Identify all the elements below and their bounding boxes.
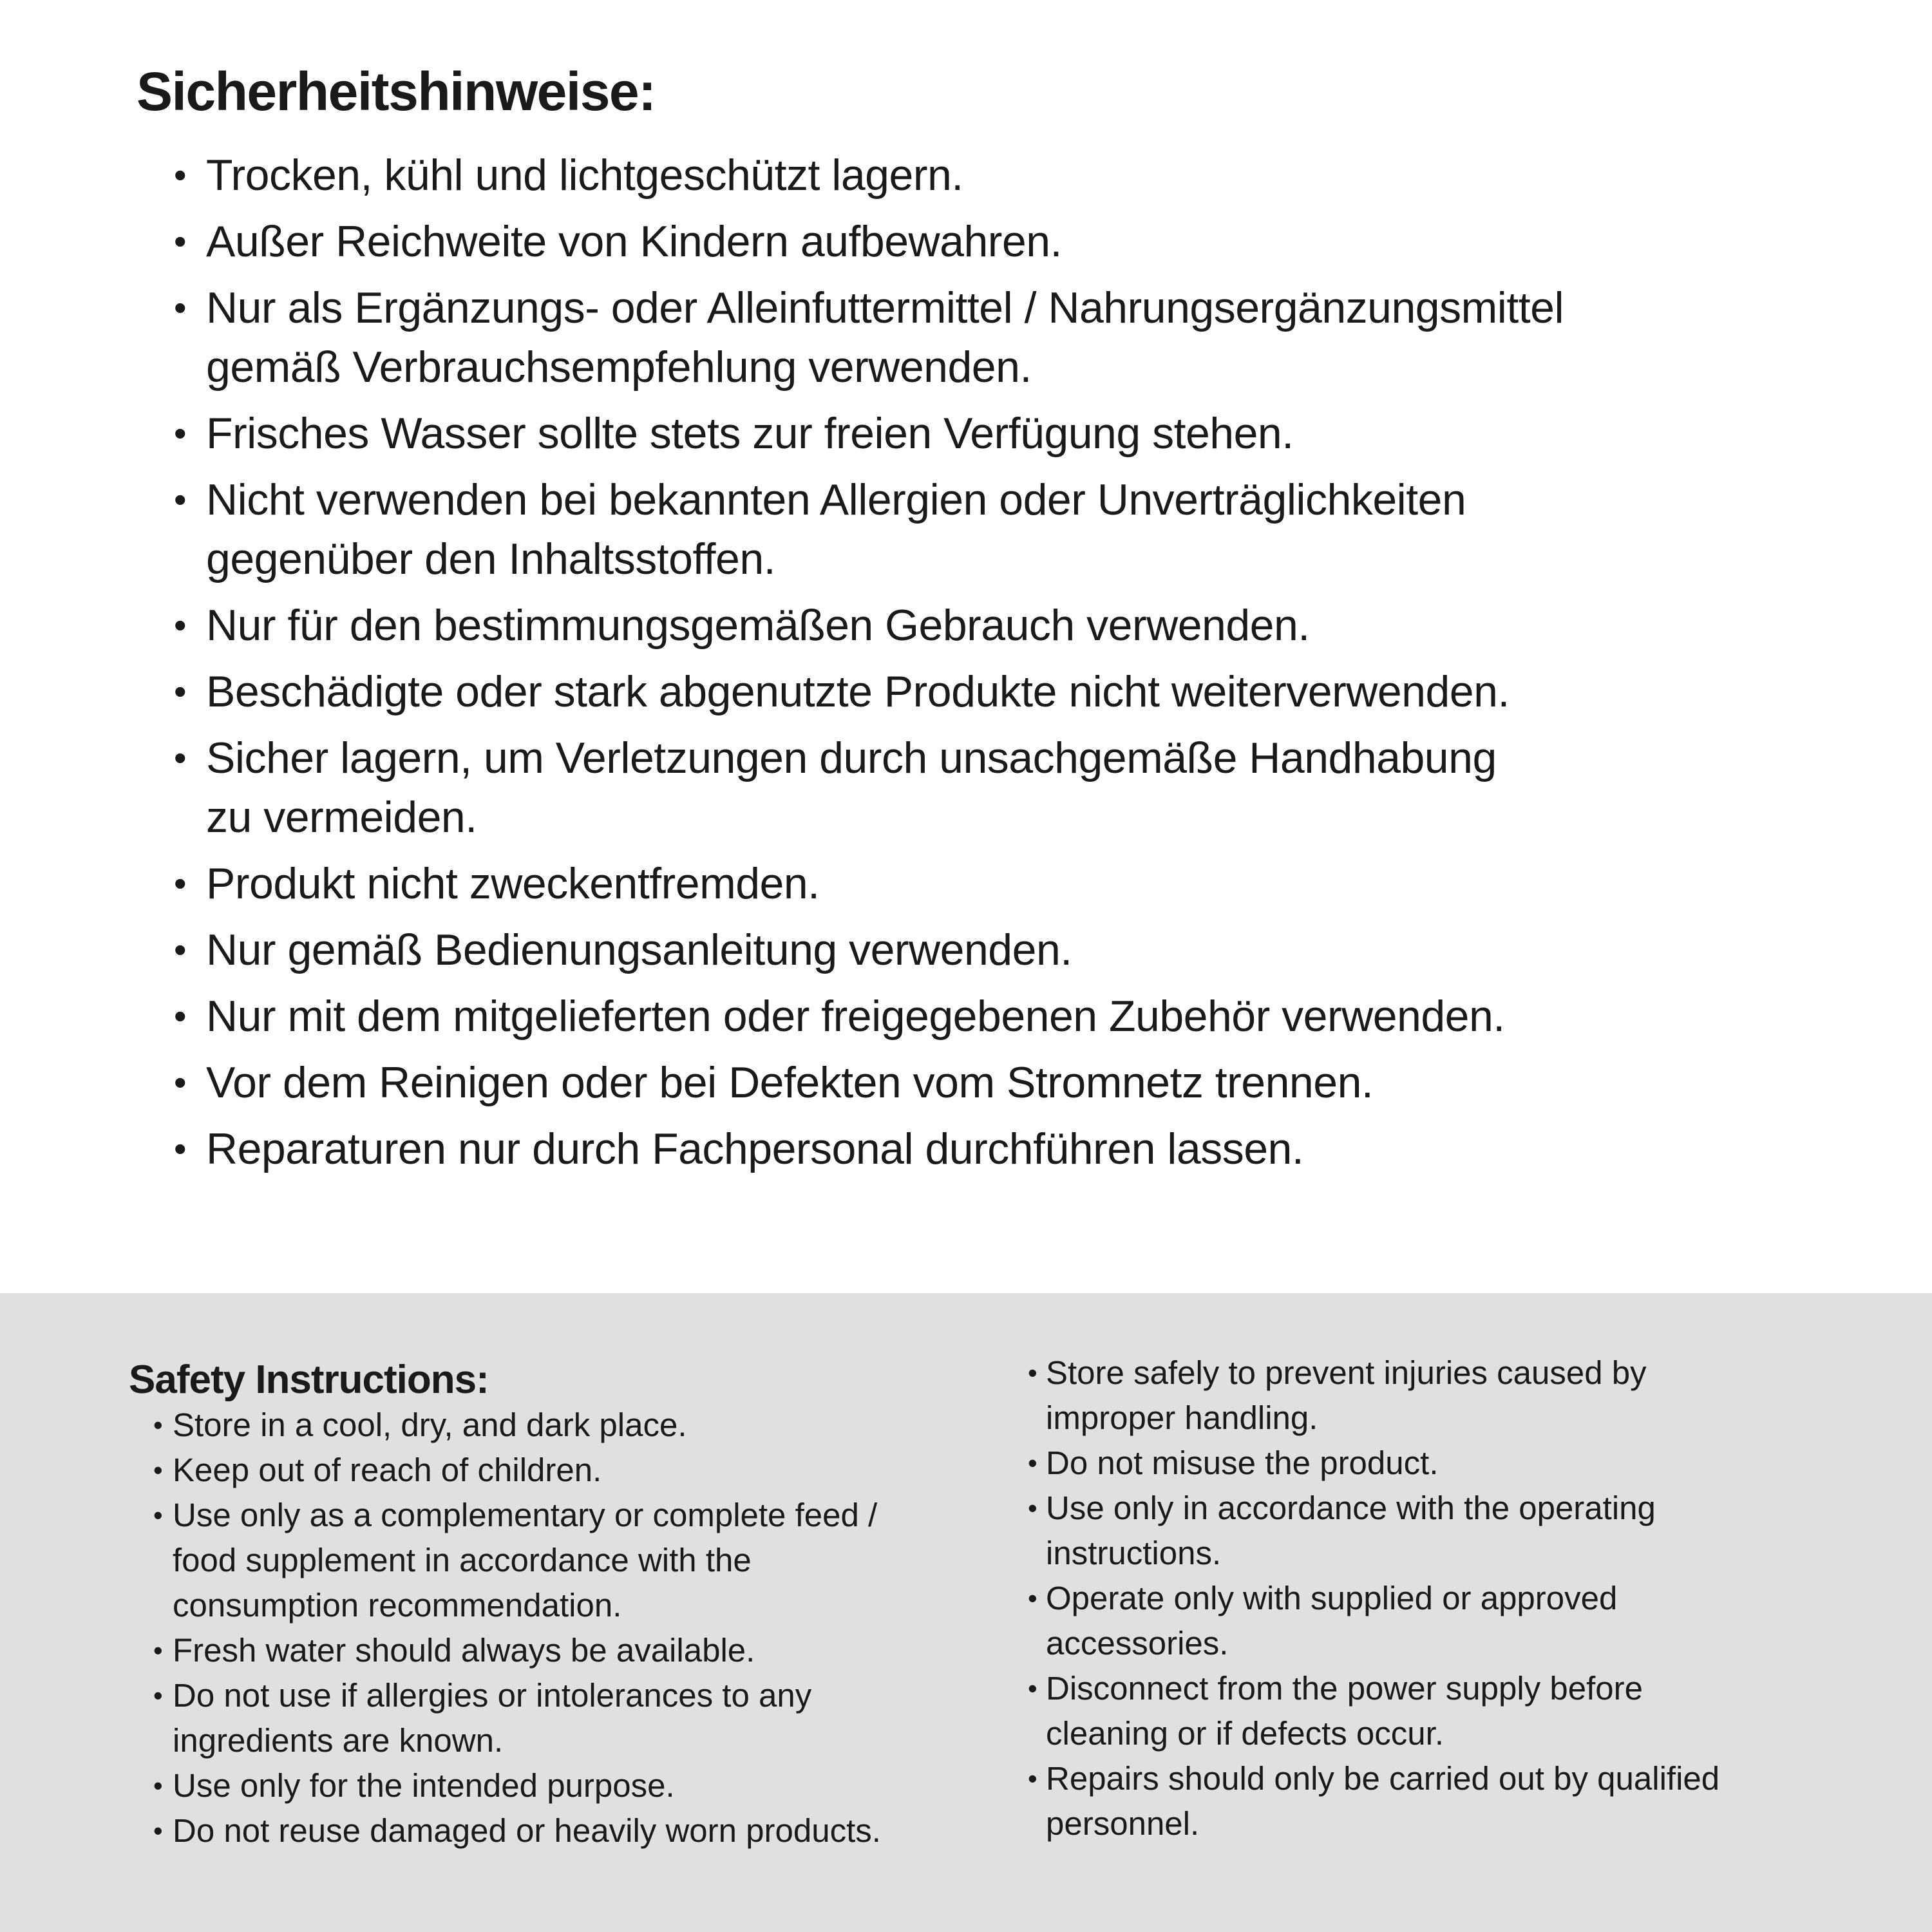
list-item	[174, 1053, 1564, 1112]
list-item-line: accessories.	[1046, 1625, 1229, 1662]
list-item-line: zu vermeiden.	[206, 793, 477, 842]
bullet-marker: •	[174, 1063, 187, 1103]
list-item-line: improper handling.	[1046, 1399, 1318, 1436]
list-item-line: gemäß Verbrauchsempfehlung verwenden.	[206, 343, 1032, 392]
bullet-marker: •	[174, 1129, 187, 1169]
german-bullet-list	[174, 146, 1564, 1186]
list-item-line: cleaning or if defects occur.	[1046, 1715, 1444, 1752]
list-item	[174, 987, 1564, 1046]
list-item-line: Keep out of reach of children.	[173, 1452, 602, 1488]
list-item-line: Nur gemäß Bedienungsanleitung verwenden.	[206, 925, 1072, 974]
list-item-line: instructions.	[1046, 1535, 1222, 1571]
list-item	[1028, 1666, 1719, 1756]
list-item	[1028, 1576, 1719, 1666]
list-item	[174, 212, 1564, 271]
list-item-line: Do not use if allergies or intolerances to any	[173, 1677, 812, 1714]
list-item	[1028, 1350, 1719, 1441]
bullet-marker: •	[174, 155, 187, 195]
bullet-marker: •	[174, 672, 187, 712]
list-item-line: Vor dem Reinigen oder bei Defekten vom Stromnetz trennen.	[206, 1058, 1374, 1107]
list-item-line: Nur als Ergänzungs- oder Alleinfuttermittel / Nahrungsergänzungsmittel	[206, 283, 1564, 332]
list-item	[174, 278, 1564, 397]
list-item	[174, 854, 1564, 913]
german-section-title: Sicherheitshinweise:	[137, 61, 656, 122]
list-item	[1028, 1486, 1719, 1576]
bullet-marker: •	[174, 864, 187, 904]
list-item-line: Frisches Wasser sollte stets zur freien Verfügung stehen.	[206, 409, 1294, 458]
list-item-line: Sicher lagern, um Verletzungen durch unsachgemäße Handhabung	[206, 734, 1497, 782]
list-item-line: food supplement in accordance with the	[173, 1542, 752, 1578]
bullet-marker: •	[1028, 1358, 1037, 1388]
list-item	[174, 728, 1564, 847]
list-item-line: Operate only with supplied or approved	[1046, 1580, 1618, 1616]
bullet-marker: •	[153, 1680, 163, 1710]
list-item-line: Store safely to prevent injuries caused by	[1046, 1354, 1647, 1391]
list-item-line: Beschädigte oder stark abgenutzte Produkte nicht weiterverwenden.	[206, 667, 1510, 716]
list-item	[153, 1808, 881, 1853]
bullet-marker: •	[153, 1815, 163, 1846]
list-item	[1028, 1756, 1719, 1846]
list-item	[174, 920, 1564, 980]
list-item	[1028, 1441, 1719, 1486]
list-item-line: Use only in accordance with the operating	[1046, 1490, 1656, 1526]
list-item	[153, 1673, 881, 1763]
list-item-line: Do not misuse the product.	[1046, 1444, 1439, 1481]
bullet-marker: •	[153, 1500, 163, 1530]
bullet-marker: •	[1028, 1493, 1037, 1523]
list-item-line: Trocken, kühl und lichtgeschützt lagern.	[206, 151, 963, 200]
english-bullet-list-right-column	[1028, 1350, 1719, 1846]
bullet-marker: •	[1028, 1673, 1037, 1703]
list-item-line: Reparaturen nur durch Fachpersonal durchführen lassen.	[206, 1124, 1304, 1173]
bullet-marker: •	[174, 605, 187, 645]
bullet-marker: •	[174, 288, 187, 328]
list-item-line: Store in a cool, dry, and dark place.	[173, 1406, 687, 1443]
bullet-marker: •	[174, 222, 187, 261]
list-item	[174, 404, 1564, 463]
list-item	[153, 1628, 881, 1673]
list-item	[153, 1403, 881, 1448]
bullet-marker: •	[1028, 1448, 1037, 1478]
bullet-marker: •	[174, 413, 187, 453]
list-item-line: Nur mit dem mitgelieferten oder freigegebenen Zubehör verwenden.	[206, 992, 1505, 1041]
list-item	[174, 470, 1564, 589]
list-item-line: Use only for the intended purpose.	[173, 1767, 675, 1804]
list-item-line: Nur für den bestimmungsgemäßen Gebrauch verwenden.	[206, 601, 1310, 650]
bullet-marker: •	[174, 480, 187, 520]
bullet-marker: •	[174, 738, 187, 778]
list-item-line: Use only as a complementary or complete feed /	[173, 1497, 878, 1533]
list-item-line: Do not reuse damaged or heavily worn products.	[173, 1812, 881, 1849]
bullet-marker: •	[153, 1635, 163, 1665]
english-section-title: Safety Instructions:	[129, 1358, 489, 1402]
list-item	[153, 1448, 881, 1493]
bullet-marker: •	[153, 1455, 163, 1485]
bullet-marker: •	[174, 930, 187, 970]
list-item	[174, 662, 1564, 721]
list-item-line: consumption recommendation.	[173, 1587, 622, 1624]
list-item-line: Fresh water should always be available.	[173, 1632, 755, 1669]
list-item-line: personnel.	[1046, 1805, 1200, 1842]
list-item	[174, 596, 1564, 655]
list-item-line: Repairs should only be carried out by qualified	[1046, 1760, 1720, 1797]
english-bullet-list-left-column	[153, 1403, 881, 1853]
list-item-line: Produkt nicht zweckentfremden.	[206, 859, 820, 908]
list-item	[174, 146, 1564, 205]
bullet-marker: •	[1028, 1583, 1037, 1613]
bullet-marker: •	[153, 1770, 163, 1801]
list-item-line: ingredients are known.	[173, 1722, 504, 1759]
list-item	[153, 1763, 881, 1808]
bullet-marker: •	[153, 1410, 163, 1440]
list-item	[174, 1119, 1564, 1179]
list-item-line: Disconnect from the power supply before	[1046, 1670, 1643, 1707]
list-item	[153, 1493, 881, 1628]
bullet-marker: •	[1028, 1763, 1037, 1794]
list-item-line: Nicht verwenden bei bekannten Allergien oder Unverträglichkeiten	[206, 475, 1466, 524]
list-item-line: gegenüber den Inhaltsstoffen.	[206, 535, 776, 583]
bullet-marker: •	[174, 996, 187, 1036]
list-item-line: Außer Reichweite von Kindern aufbewahren.	[206, 217, 1062, 266]
